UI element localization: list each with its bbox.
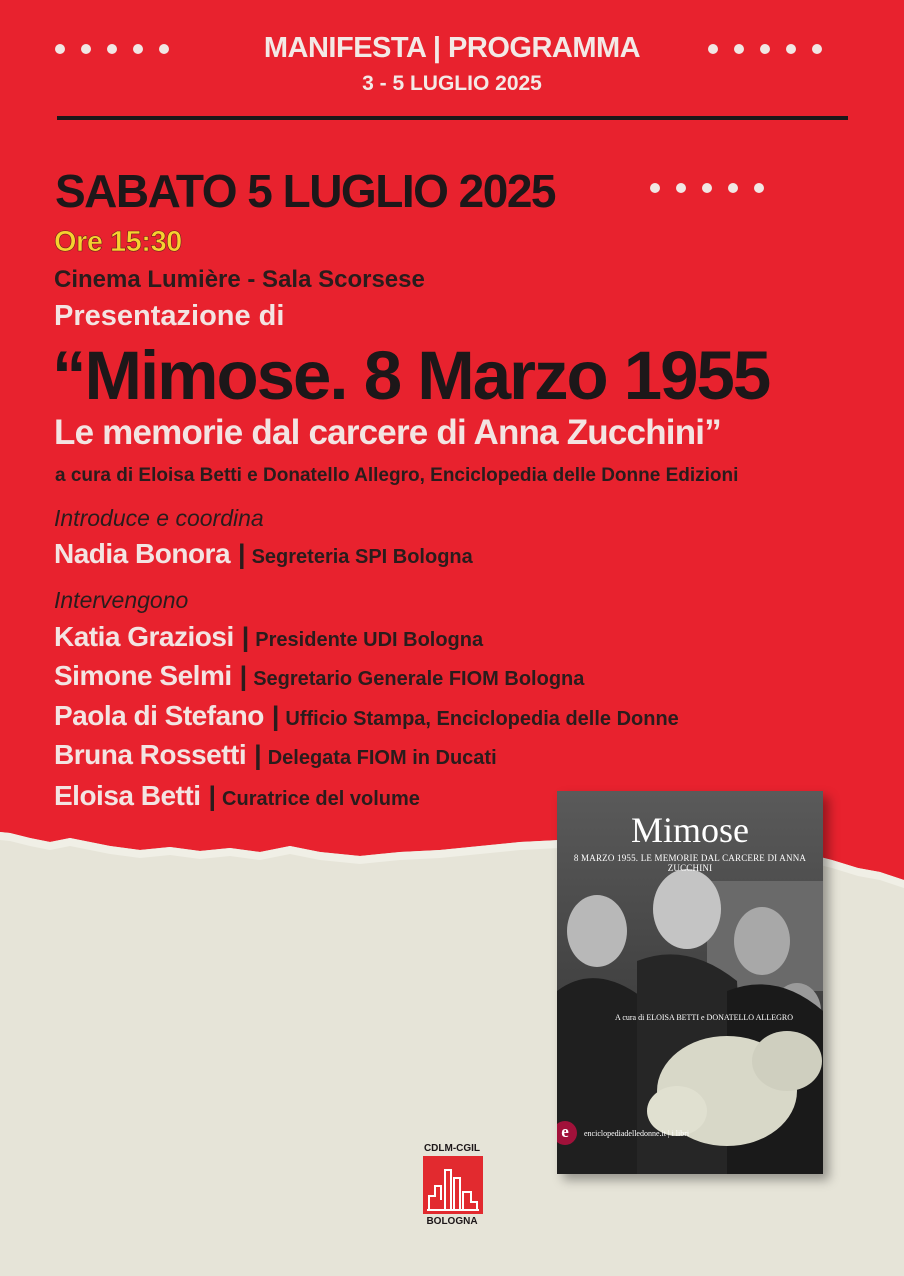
book-cover-subtitle: 8 MARZO 1955. LE MEMORIE DAL CARCERE DI ANNA ZUCCHINI bbox=[573, 853, 807, 873]
separator: | bbox=[271, 701, 280, 731]
book-cover-curators: A cura di ELOISA BETTI e DONATELLO ALLEGRO bbox=[615, 1013, 793, 1022]
logo-bottom-text: BOLOGNA bbox=[426, 1216, 478, 1227]
book-cover-site: enciclopediadelledonne.it | i libri bbox=[584, 1129, 690, 1138]
separator: | bbox=[238, 539, 246, 569]
separator: | bbox=[254, 740, 262, 770]
speaker-role: Curatrice del volume bbox=[222, 788, 420, 810]
book-subtitle-heading: Le memorie dal carcere di Anna Zucchini” bbox=[54, 413, 721, 452]
publisher-e-icon: e bbox=[557, 1121, 577, 1145]
speaker-role: Presidente UDI Bologna bbox=[255, 629, 484, 651]
speaker-name: Bruna Rossetti bbox=[54, 739, 247, 770]
book-cover-title: Mimose bbox=[630, 810, 749, 850]
separator: | bbox=[208, 781, 217, 811]
moderator-name: Nadia Bonora bbox=[54, 538, 231, 569]
speaker-row bbox=[54, 739, 497, 771]
speakers-label: Intervengono bbox=[54, 587, 189, 613]
speaker-name: Simone Selmi bbox=[54, 660, 232, 691]
book-title-heading: “Mimose. 8 Marzo 1955 bbox=[52, 337, 770, 414]
speaker-role: Segretario Generale FIOM Bologna bbox=[253, 668, 585, 690]
divider bbox=[57, 116, 848, 120]
speaker-name: Eloisa Betti bbox=[54, 780, 201, 811]
event-time: Ore 15:30 bbox=[54, 226, 182, 258]
separator: | bbox=[239, 661, 248, 691]
presentation-label: Presentazione di bbox=[54, 300, 285, 332]
event-venue: Cinema Lumière - Sala Scorsese bbox=[54, 266, 425, 293]
curators-line: a cura di Eloisa Betti e Donatello Allegro, Enciclopedia delle Donne Edizioni bbox=[55, 465, 739, 486]
speaker-row bbox=[54, 660, 584, 692]
speaker-role: Ufficio Stampa, Enciclopedia delle Donne bbox=[285, 708, 679, 730]
moderator-row bbox=[54, 538, 473, 570]
speaker-role: Delegata FIOM in Ducati bbox=[267, 747, 497, 769]
moderator-role: Segreteria SPI Bologna bbox=[251, 546, 473, 568]
cgil-logo-icon bbox=[423, 1156, 483, 1214]
speaker-row bbox=[54, 780, 420, 812]
moderator-label: Introduce e coordina bbox=[54, 505, 264, 531]
speaker-row bbox=[54, 621, 483, 653]
separator: | bbox=[241, 622, 250, 652]
festival-dates: 3 - 5 LUGLIO 2025 bbox=[362, 72, 542, 95]
logo-top-text: CDLM-CGIL bbox=[423, 1143, 481, 1154]
book-cover bbox=[557, 791, 823, 1174]
speaker-name: Katia Graziosi bbox=[54, 621, 234, 652]
decorative-dots-date bbox=[650, 183, 764, 193]
event-date: SABATO 5 LUGLIO 2025 bbox=[55, 165, 555, 217]
speaker-row bbox=[54, 700, 679, 732]
towers-icon bbox=[423, 1156, 483, 1214]
speaker-name: Paola di Stefano bbox=[54, 700, 264, 731]
festival-title: MANIFESTA | PROGRAMMA bbox=[263, 32, 641, 64]
